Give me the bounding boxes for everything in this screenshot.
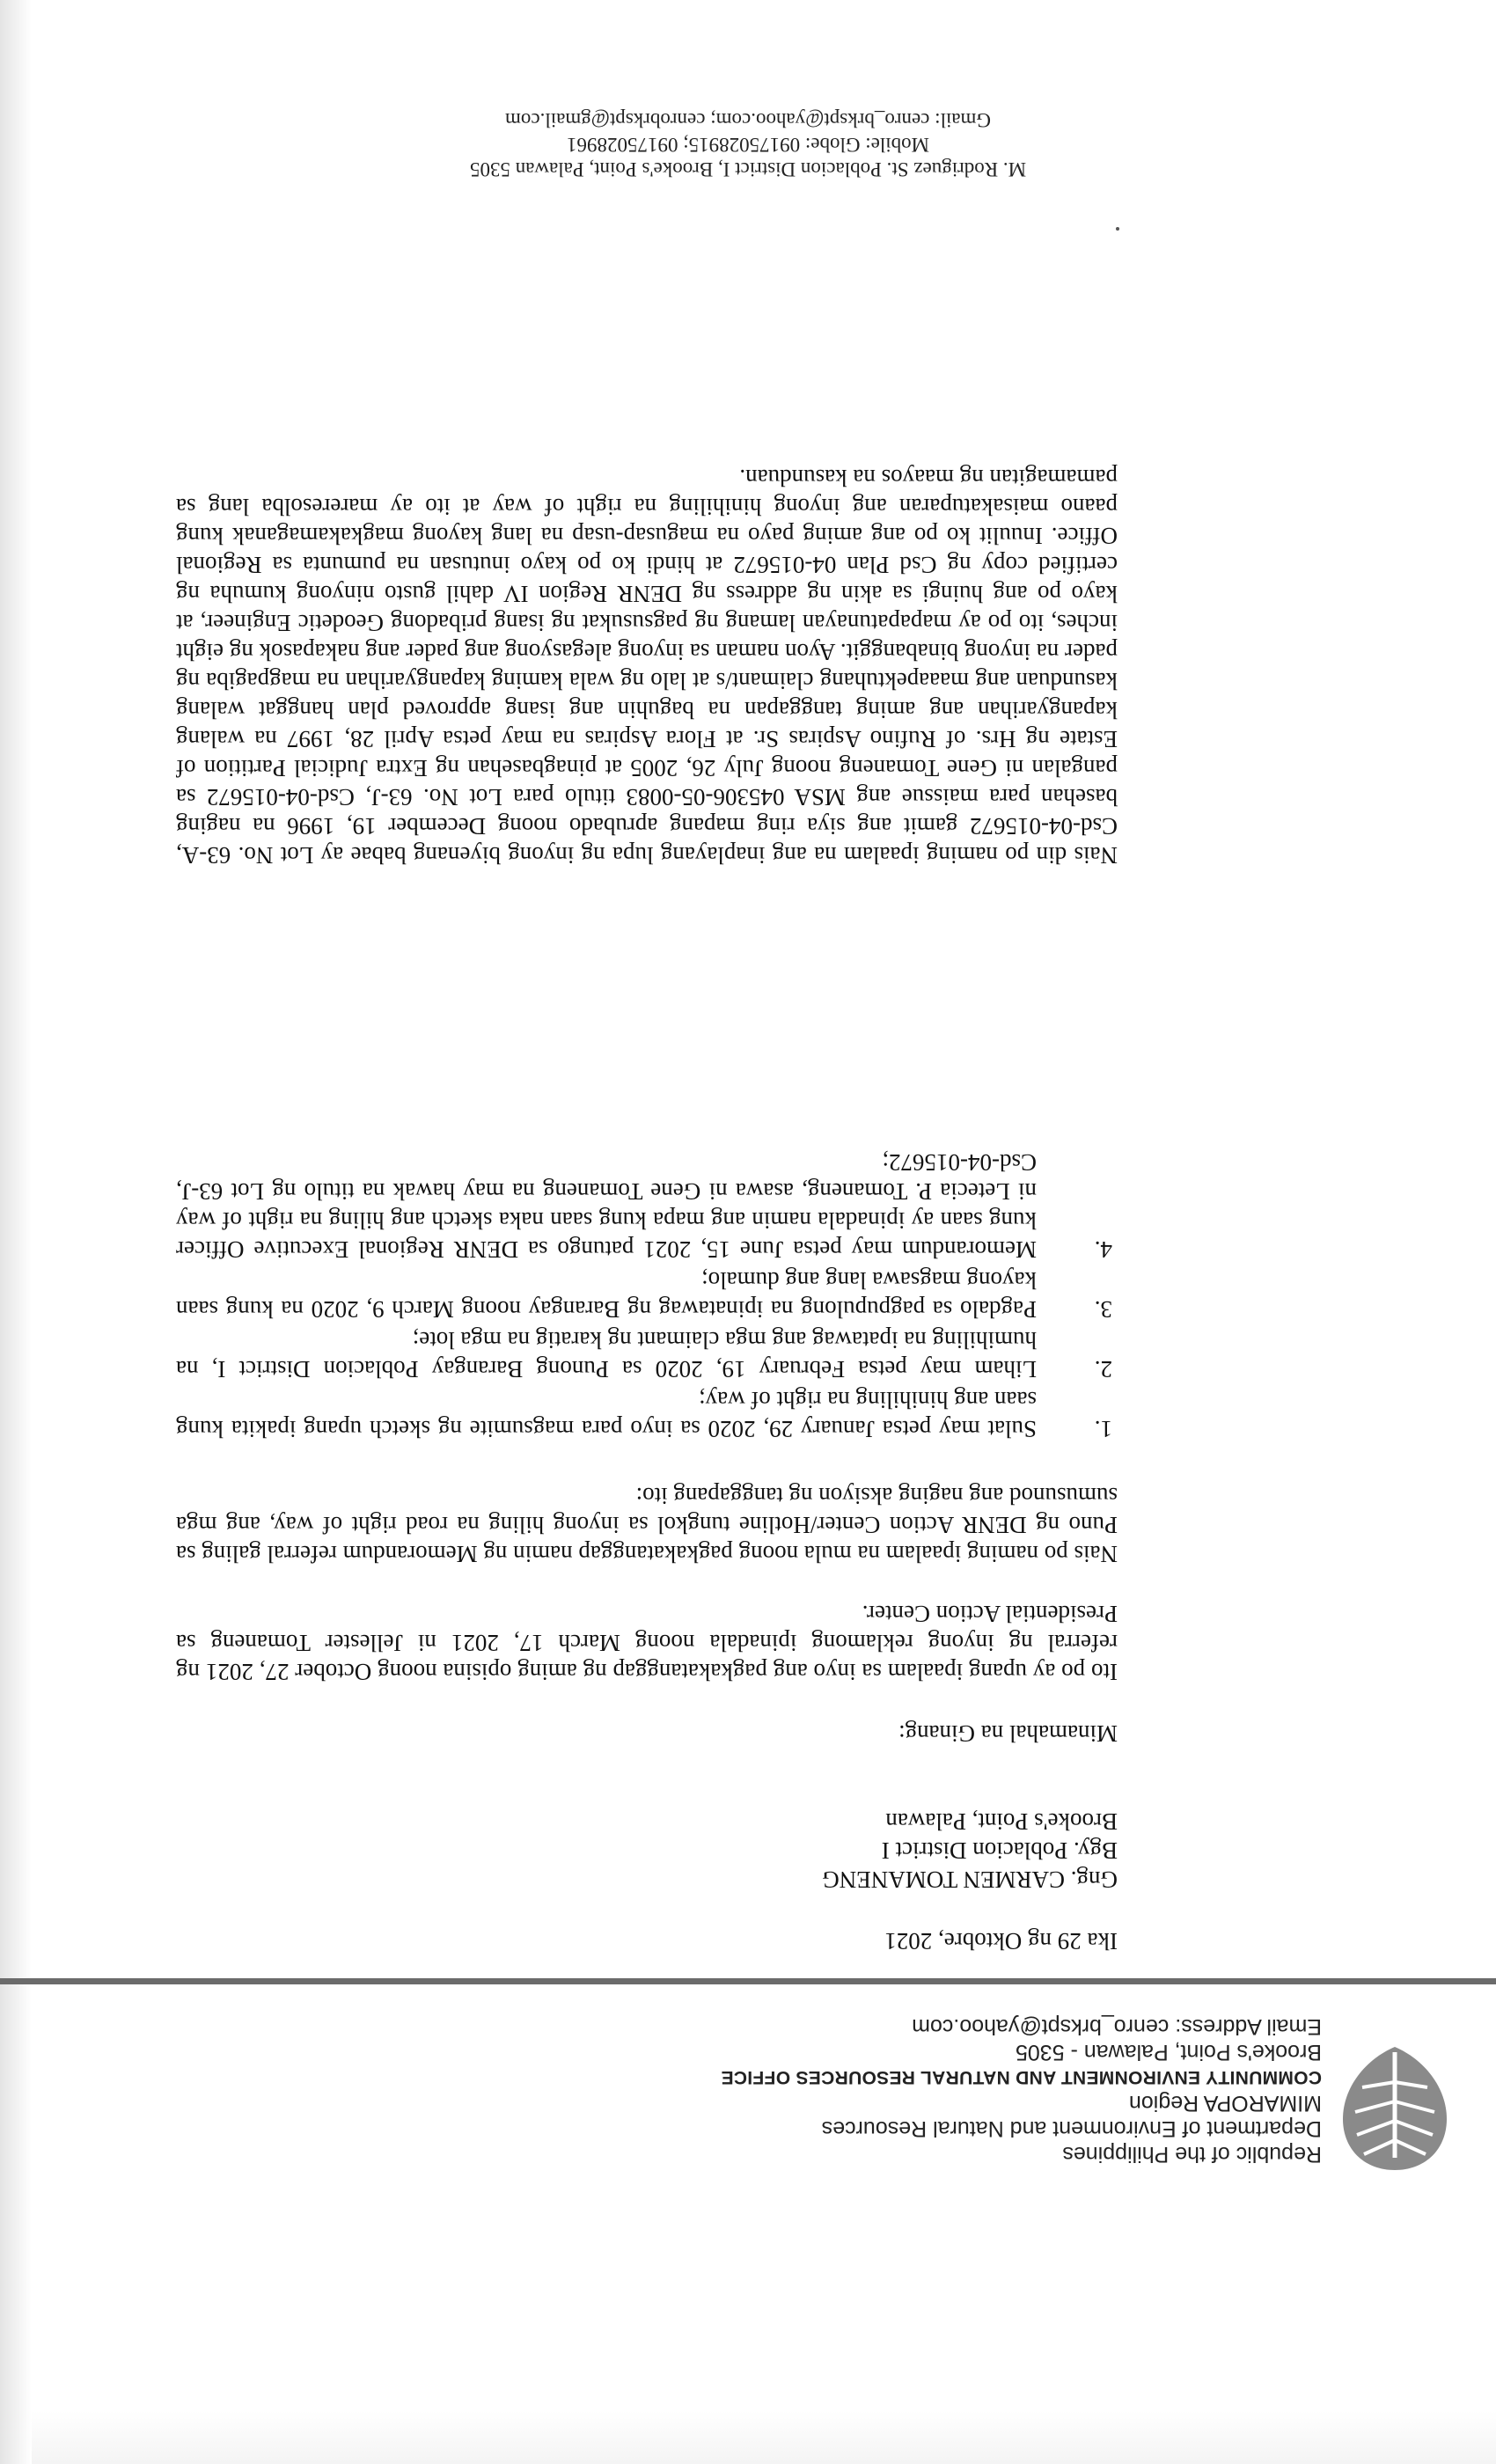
agency-line-office: COMMUNITY ENVIRONMENT AND NATURAL RESOURCES OFFICE xyxy=(721,2067,1322,2087)
list-item xyxy=(176,1148,1118,1264)
agency-line-region: MIMAROPA Region xyxy=(1128,2091,1322,2116)
list-item-number: 4. xyxy=(1094,1236,1112,1263)
list-item-text: Sulat may petsa January 29, 2020 sa inyo para magsumite ng sketch upang ipakita kung saan ang hinihiling na right of way; xyxy=(176,1387,1037,1442)
recipient-block xyxy=(822,1807,1118,1894)
scan-edge-shadow xyxy=(0,2411,1496,2464)
scan-speck xyxy=(1116,227,1119,231)
list-item-text: Pagdalo sa pagpupulong na ipinatawag ng Barangay noong March 9, 2020 na kung saan kayong magsawa lang ang dumalo; xyxy=(176,1267,1037,1323)
letterhead-divider xyxy=(0,1978,1496,1984)
footer-contact xyxy=(0,107,1496,181)
list-item xyxy=(176,1325,1118,1383)
agency-line-republic: Republic of the Philippines xyxy=(1062,2142,1322,2167)
list-item-number: 2. xyxy=(1094,1356,1112,1382)
footer-email: Gmail: cenro_brkspt@yahoo.com; cenrobrkspt@gmail.com xyxy=(504,109,992,131)
list-item xyxy=(176,1265,1118,1324)
letterhead xyxy=(62,1999,1452,2184)
list-item-number: 1. xyxy=(1094,1416,1112,1442)
recipient-barangay: Bgy. Poblacion District I xyxy=(881,1837,1118,1864)
recipient-municipality: Brooke's Point, Palawan xyxy=(885,1808,1118,1835)
footer-address: M. Rodriguez St. Poblacion District I, Brooke's Point, Palawan 5305 xyxy=(469,158,1027,180)
agency-line-email: Email Address: cenro_brkspt@yahoo.com xyxy=(912,2014,1322,2039)
paragraph-explanation: Nais din po naming ipaalam na ang inaplayang lupa ng inyong biyenang babae ay Lot No. 63-A, Csd-04-015672 gamit ang siya ring mapang aprubado noong December 19, 1996 na naging basehan para maissue ang MSA 045306-05-0083 titulo para Lot No. 63-J, Csd-04-015672 sa pangalan ni Gene Tomaneng noong July 26, 2005 at pinagbasehan ng Extra Judicial Partition of Estate ng Hrs. of Rufino Aspiras Sr. at Flora Aspiras na may petsa April 28, 1997 na walang kapangyarihan ang aming tanggapan na baguhin ang isang approved plan hanggat walang kasunduan ang maaapektuhang claimant/s at lalo ng wala kaming kapangyarihan na magpagiba ng pader na inyong binabanggit. Ayon naman sa inyong alegasyong ang pader ang nakapasok ng eight inches, ito po ay mapapatunayan lamang ng pagsusukat ng isang pribadong Geodetic Engineer, at kayo po ang huingi sa akin ng address ng DENR Region IV dahil gusto ninyong kumuha ng certified copy ng Csd Plan 04-015672 at hindi ko po kayo inutusan na pumunta sa Regional Office. Inuulit ko po ang aming payo na magusap-usap na lang kayong magkakamaganak kung paano maisakatuparan ang inyong hinihiling na right of way at ito ay mareresolba lang sa pamamagitan ng maayos na kasunduan. xyxy=(176,465,1118,869)
list-item xyxy=(176,1385,1118,1443)
list-item-text: Liham may petsa February 19, 2020 sa Punong Barangay Poblacion District I, na humihiling na ipatawag ang mga claimant ng karatig na mga lote; xyxy=(176,1327,1037,1382)
list-item-text: Memorandum may petsa June 15, 2021 patungo sa DENR Regional Executive Officer kung saan ay ipinadala namin ang mapa kung saan naka sketch ang hiling na right of way ni Letecia P. Tomaneng, asawa ni Gene Tomaneng na may hawak na titulo ng Lot 63-J, Csd-04-015672; xyxy=(176,1149,1037,1263)
footer-mobile: Mobile: Globe: 09175028915; 09175028961 xyxy=(566,134,930,156)
agency-block xyxy=(721,2013,1322,2167)
paragraph-actions-intro: Nais po naming ipaalam na mula noong pagkakatanggap namin ng Memorandum referral galing sa Puno ng DENR Action Center/Hotline tungkol sa inyong hiling na road right of way, ang mga sumusunod ang naging aksiyon ng tanggapang ito: xyxy=(176,1483,1118,1567)
paragraph-acknowledgement: Ito po ay upang ipaalam sa inyo ang pagkakatanggap ng aming opisina noong October 27, 2021 ng referral ng inyong reklamong ipinadala noong March 17, 2021 ni Jellester Tomaneng sa Presidential Action Center. xyxy=(176,1601,1118,1685)
recipient-name: Gng. CARMEN TOMANENG xyxy=(822,1866,1118,1893)
salutation: Minamahal na Ginang: xyxy=(898,1720,1118,1747)
actions-list xyxy=(176,1146,1118,1443)
scan-edge-shadow xyxy=(0,0,32,2464)
letter-date: Ika 29 ng Oktobre, 2021 xyxy=(884,1928,1118,1954)
list-item-number: 3. xyxy=(1094,1296,1112,1323)
agency-line-department: Department of Environment and Natural Resources xyxy=(821,2116,1322,2141)
denr-seal-logo xyxy=(1338,2043,1452,2175)
agency-line-location: Brooke's Point, Palawan - 5305 xyxy=(1015,2040,1322,2064)
